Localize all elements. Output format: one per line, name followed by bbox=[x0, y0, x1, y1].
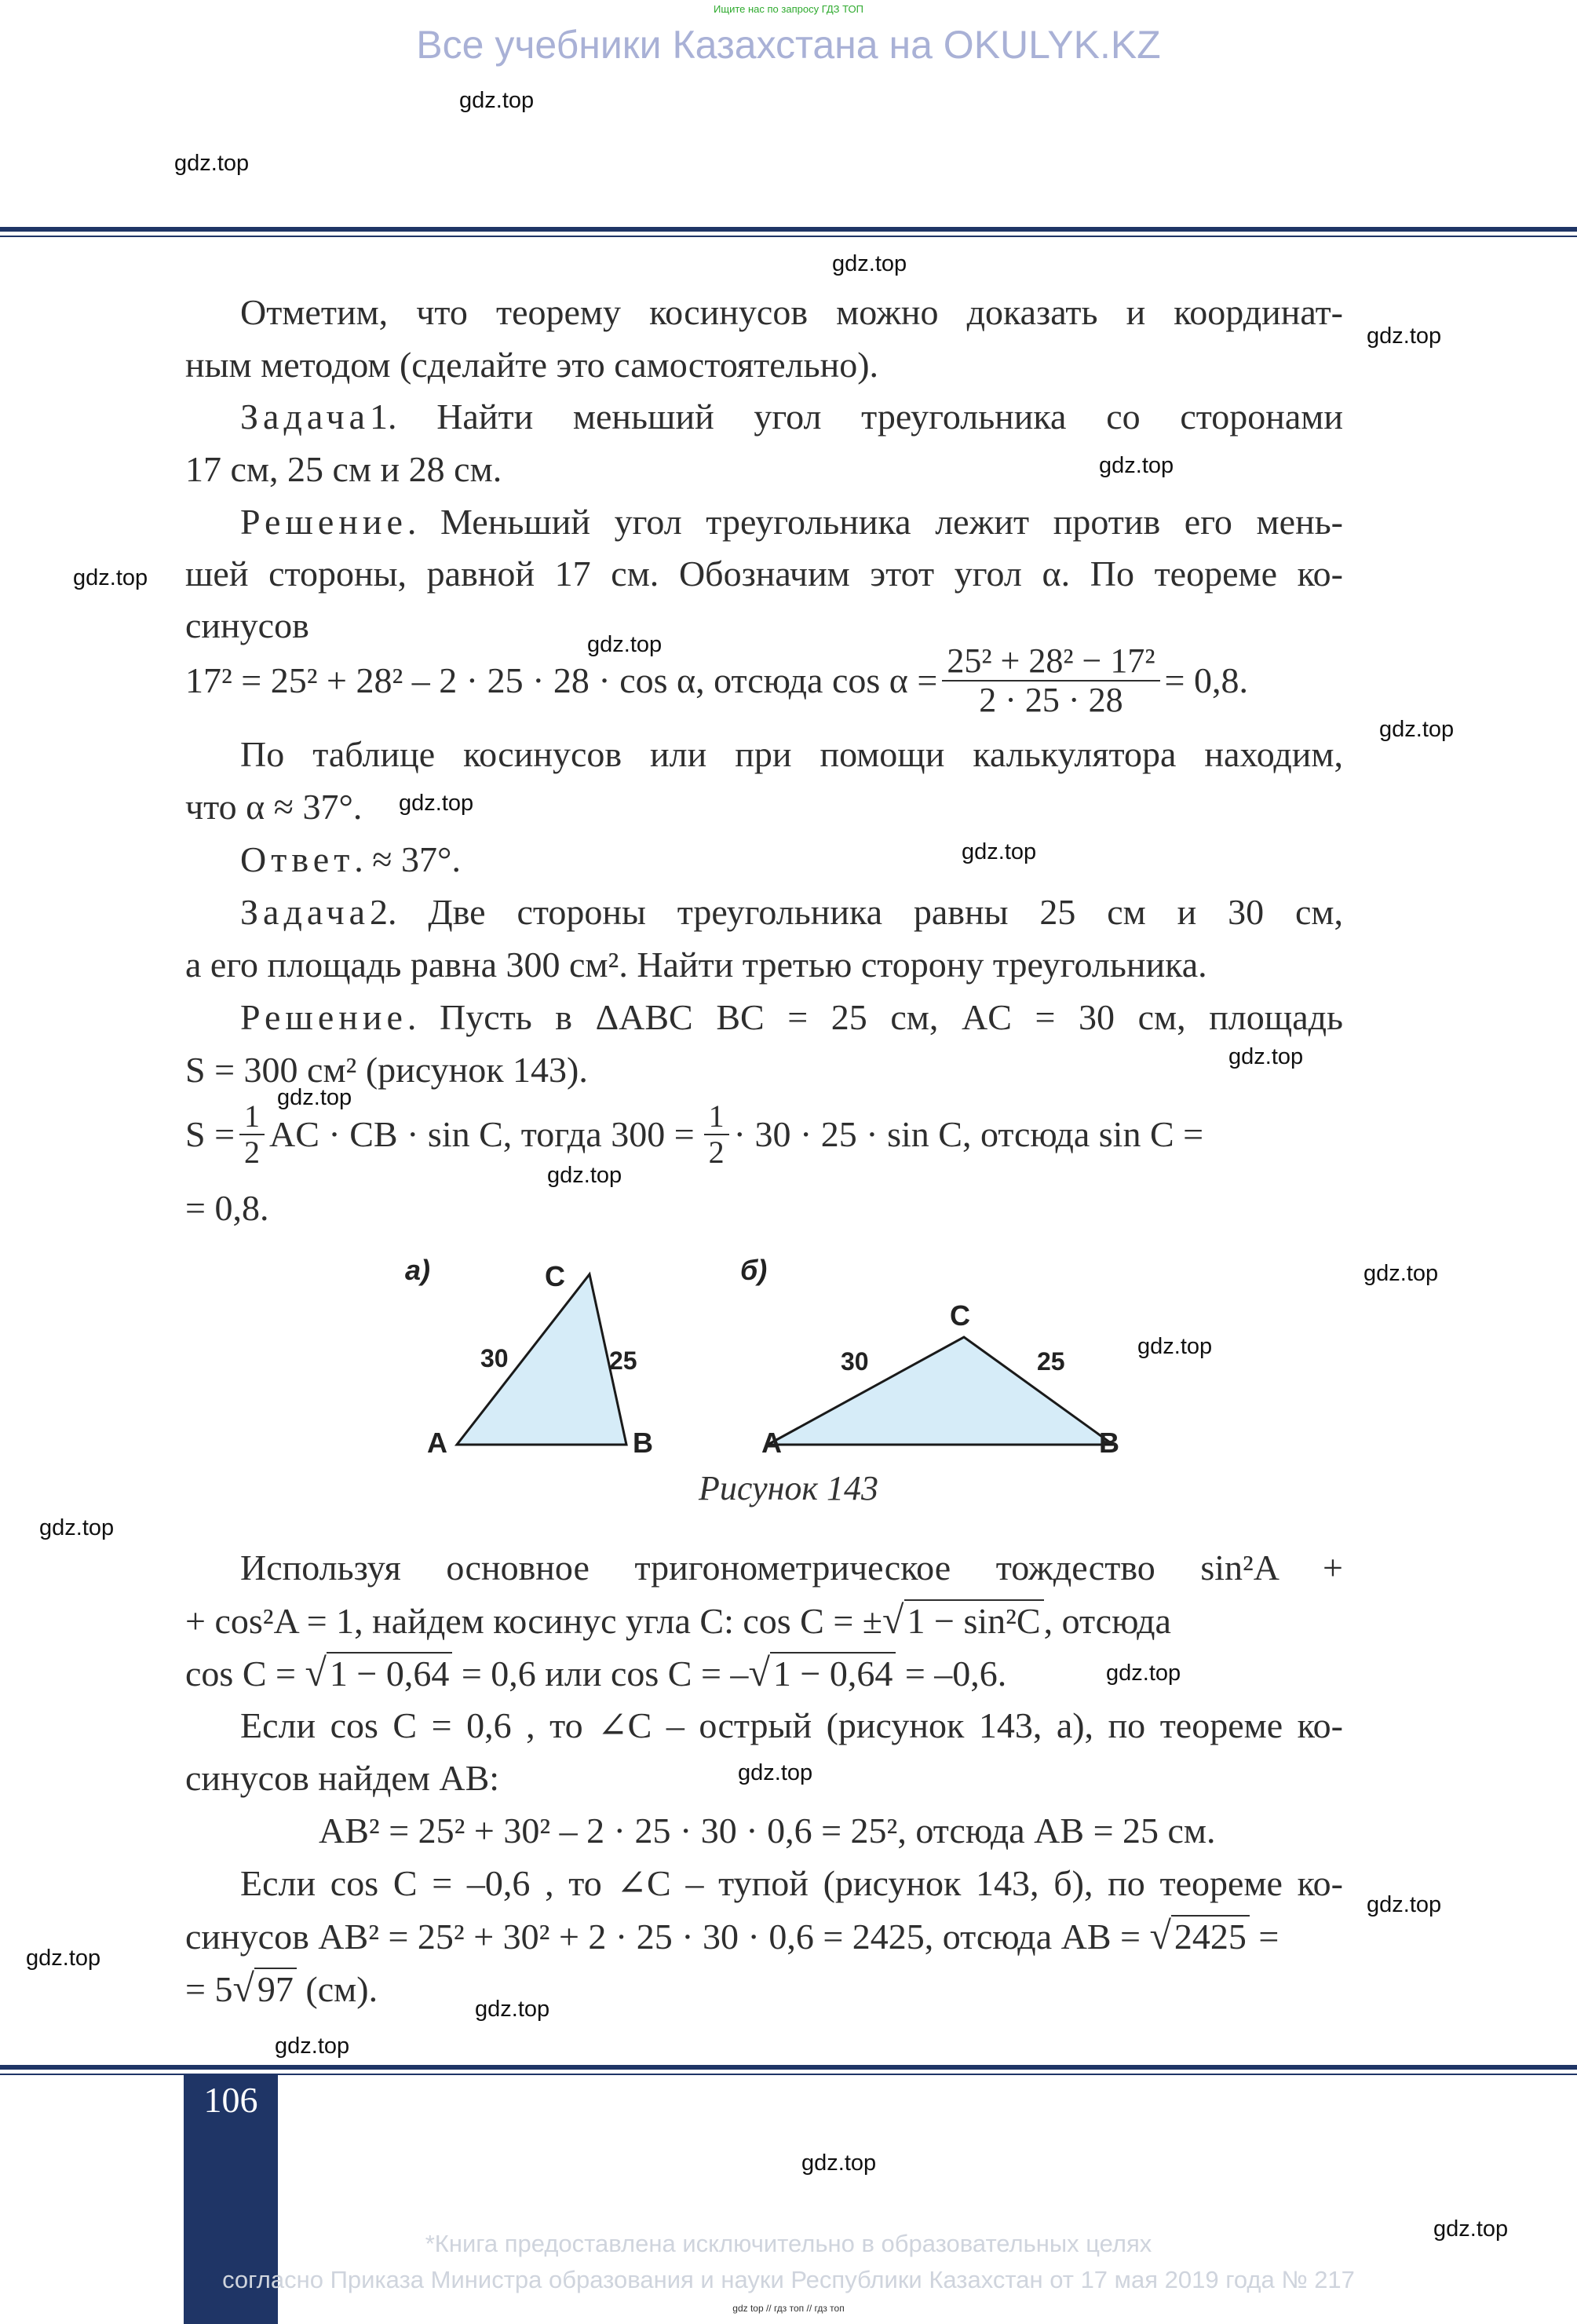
header-rule-thin bbox=[0, 236, 1577, 237]
vertex-label-c: C bbox=[545, 1260, 565, 1292]
watermark: gdz.top bbox=[1367, 1892, 1442, 1917]
page-number: 106 bbox=[203, 2080, 258, 2120]
solution-2-line bbox=[240, 991, 1343, 1043]
text-part: (см). bbox=[305, 1969, 378, 2009]
fraction-numerator: 1 bbox=[704, 1099, 729, 1135]
figure-label-a: а) bbox=[405, 1254, 431, 1286]
vertex-label-c: C bbox=[950, 1299, 970, 1332]
answer-label: Ответ bbox=[240, 839, 355, 879]
task-text: 2. Две стороны треугольника равны 25 см и 30 см, bbox=[370, 892, 1343, 932]
watermark: gdz.top bbox=[547, 1163, 622, 1188]
watermark: gdz.top bbox=[1433, 2216, 1509, 2242]
side-label-bc: 25 bbox=[609, 1347, 637, 1375]
radicand: 1 − 0,64 bbox=[770, 1652, 896, 1694]
radicand: 1 − sin²C bbox=[904, 1599, 1044, 1641]
side-label-ac: 30 bbox=[841, 1347, 869, 1376]
text-part: синусов AB² = 25² + 30² + 2 · 25 · 30 · 0,6 = 2425, отсюда AB = bbox=[185, 1917, 1141, 1957]
watermark: gdz.top bbox=[1363, 1261, 1439, 1286]
watermark: gdz.top bbox=[277, 1085, 352, 1110]
watermark: gdz.top bbox=[1228, 1044, 1304, 1069]
text-part: = bbox=[1258, 1917, 1279, 1957]
fraction-denominator: 2 · 25 · 28 bbox=[979, 681, 1123, 720]
watermark: gdz.top bbox=[1106, 1661, 1181, 1686]
vertex-label-a: A bbox=[761, 1427, 782, 1459]
equation-part: AC · CB · sin C, тогда 300 = bbox=[269, 1114, 695, 1154]
fraction bbox=[704, 1099, 729, 1170]
paragraph-line: ным методом (сделайте это самостоятельно). bbox=[185, 345, 879, 385]
equation-right: = 0,8. bbox=[1164, 660, 1248, 701]
watermark: gdz.top bbox=[174, 151, 250, 176]
watermark: gdz.top bbox=[962, 839, 1037, 864]
footer-rule bbox=[0, 2065, 1577, 2070]
side-label-ac: 30 bbox=[480, 1344, 509, 1372]
vertex-label-b: B bbox=[1099, 1427, 1119, 1459]
paragraph-line: По таблице косинусов или при помощи калькулятора находим, bbox=[240, 734, 1343, 774]
watermark: gdz.top bbox=[475, 1997, 550, 2022]
paragraph-line: = 0,8. bbox=[185, 1188, 269, 1228]
disclaimer-line: согласно Приказа Министра образования и науки Республики Казахстан от 17 мая 2019 года № 217 bbox=[222, 2266, 1355, 2293]
watermark: gdz.top bbox=[459, 88, 535, 113]
paragraph-line: синусов найдем AB: bbox=[185, 1758, 500, 1798]
paragraph-line: + cos²A = 1, найдем косинус угла C: cos C = ±√1 − sin²C, отсюда bbox=[185, 1598, 1171, 1642]
paragraph-line: а его площадь равна 300 см². Найти третью сторону треугольника. bbox=[185, 945, 1207, 985]
watermark: gdz.top bbox=[26, 1946, 101, 1971]
paragraph-line: Если cos C = 0,6 , то ∠C – острый (рисунок 143, а), по теореме ко- bbox=[240, 1705, 1343, 1745]
watermark: gdz.top bbox=[39, 1515, 115, 1540]
watermark: gdz.top bbox=[1379, 717, 1455, 742]
solution-1-line bbox=[240, 495, 1343, 548]
paragraph-line: шей стороны, равной 17 см. Обозначим этот угол α. По теореме ко- bbox=[185, 554, 1343, 594]
watermark: gdz.top bbox=[1137, 1334, 1213, 1359]
task-label: Задача bbox=[240, 396, 370, 437]
watermark: gdz.top bbox=[801, 2150, 877, 2176]
watermark: gdz.top bbox=[399, 791, 474, 816]
watermark: gdz.top bbox=[587, 632, 663, 657]
text-part: + cos²A = 1, найдем косинус угла C: cos C = ± bbox=[185, 1601, 883, 1641]
paragraph-line: Отметим, что теорему косинусов можно доказать и координат- bbox=[240, 292, 1343, 332]
watermark: gdz.top bbox=[73, 565, 148, 590]
fraction-numerator: 1 bbox=[239, 1099, 265, 1135]
solution-text: . Пусть в ΔABC BC = 25 см, AC = 30 см, площадь bbox=[407, 997, 1343, 1037]
area-equation bbox=[185, 1099, 1343, 1170]
task-text: 1. Найти меньший угол треугольника со сторонами bbox=[370, 396, 1343, 437]
equation-left: 17² = 25² + 28² – 2 · 25 · 28 · cos α, отсюда cos α = bbox=[185, 660, 938, 701]
paragraph-line: что α ≈ 37°. bbox=[185, 787, 363, 827]
vertex-label-b: B bbox=[633, 1427, 653, 1459]
solution-label: Решение bbox=[240, 997, 407, 1037]
figure-caption: Рисунок 143 bbox=[698, 1469, 879, 1507]
paragraph-line: S = 300 см² (рисунок 143). bbox=[185, 1050, 588, 1090]
watermark: gdz.top bbox=[1367, 323, 1442, 349]
fraction-numerator: 25² + 28² − 17² bbox=[942, 642, 1159, 681]
equation-part: · 30 · 25 · sin C, отсюда sin C = bbox=[733, 1114, 1204, 1154]
radicand: 1 − 0,64 bbox=[327, 1652, 452, 1694]
vertex-label-a: A bbox=[427, 1427, 447, 1459]
figure-label-b: б) bbox=[740, 1254, 768, 1286]
equation-part: S = bbox=[185, 1114, 235, 1154]
fraction bbox=[942, 642, 1159, 720]
text-part: = 5 bbox=[185, 1969, 233, 2009]
solution-text: . Меньший угол треугольника лежит против его мень- bbox=[407, 502, 1343, 542]
text-part: = 0,6 или cos C = – bbox=[461, 1653, 749, 1694]
paragraph-line: Используя основное тригонометрическое тождество sin²A + bbox=[240, 1548, 1343, 1588]
paragraph-line: cos C = √1 − 0,64 = 0,6 или cos C = –√1 − 0,64 = –0,6. bbox=[185, 1650, 1007, 1694]
text-part: cos C = bbox=[185, 1653, 296, 1694]
paragraph-line: 17 см, 25 см и 28 см. bbox=[185, 449, 502, 489]
watermark: gdz.top bbox=[275, 2034, 350, 2059]
watermark: gdz.top bbox=[832, 251, 907, 276]
fraction-denominator: 2 bbox=[244, 1135, 261, 1170]
search-hint: Ищите нас по запросу ГДЗ ТОП bbox=[714, 3, 863, 15]
fraction-denominator: 2 bbox=[708, 1135, 725, 1170]
answer-line bbox=[240, 833, 461, 886]
paragraph-line: синусов AB² = 25² + 30² + 2 · 25 · 30 · 0,6 = 2425, отсюда AB = √2425 = bbox=[185, 1913, 1279, 1957]
bottom-note: gdz top // гдз топ // гдз топ bbox=[732, 2303, 845, 2314]
cosine-equation bbox=[185, 642, 1248, 720]
task-label: Задача bbox=[240, 892, 370, 932]
paragraph-line: = 5√97 (см). bbox=[185, 1966, 378, 2010]
disclaimer-line: *Книга предоставлена исключительно в образовательных целях bbox=[425, 2230, 1152, 2257]
formula-line: AB² = 25² + 30² – 2 · 25 · 30 · 0,6 = 25², отсюда AB = 25 см. bbox=[319, 1811, 1216, 1851]
task-2-line bbox=[240, 886, 1343, 938]
watermark: gdz.top bbox=[738, 1760, 813, 1785]
radicand: 2425 bbox=[1171, 1915, 1250, 1957]
answer-value: . ≈ 37°. bbox=[354, 839, 461, 879]
header-rule bbox=[0, 227, 1577, 232]
solution-label: Решение bbox=[240, 502, 407, 542]
paragraph-line: Если cos C = –0,6 , то ∠C – тупой (рисунок 143, б), по теореме ко- bbox=[240, 1863, 1343, 1903]
task-1-line bbox=[240, 390, 1343, 443]
site-title[interactable]: Все учебники Казахстана на OKULYK.KZ bbox=[416, 23, 1161, 67]
paragraph-line: синусов bbox=[185, 605, 309, 645]
fraction bbox=[239, 1099, 265, 1170]
watermark: gdz.top bbox=[1099, 453, 1174, 478]
text-part: = –0,6. bbox=[904, 1653, 1007, 1694]
text-part: , отсюда bbox=[1043, 1601, 1171, 1641]
side-label-bc: 25 bbox=[1037, 1347, 1065, 1376]
radicand: 97 bbox=[254, 1968, 297, 2009]
